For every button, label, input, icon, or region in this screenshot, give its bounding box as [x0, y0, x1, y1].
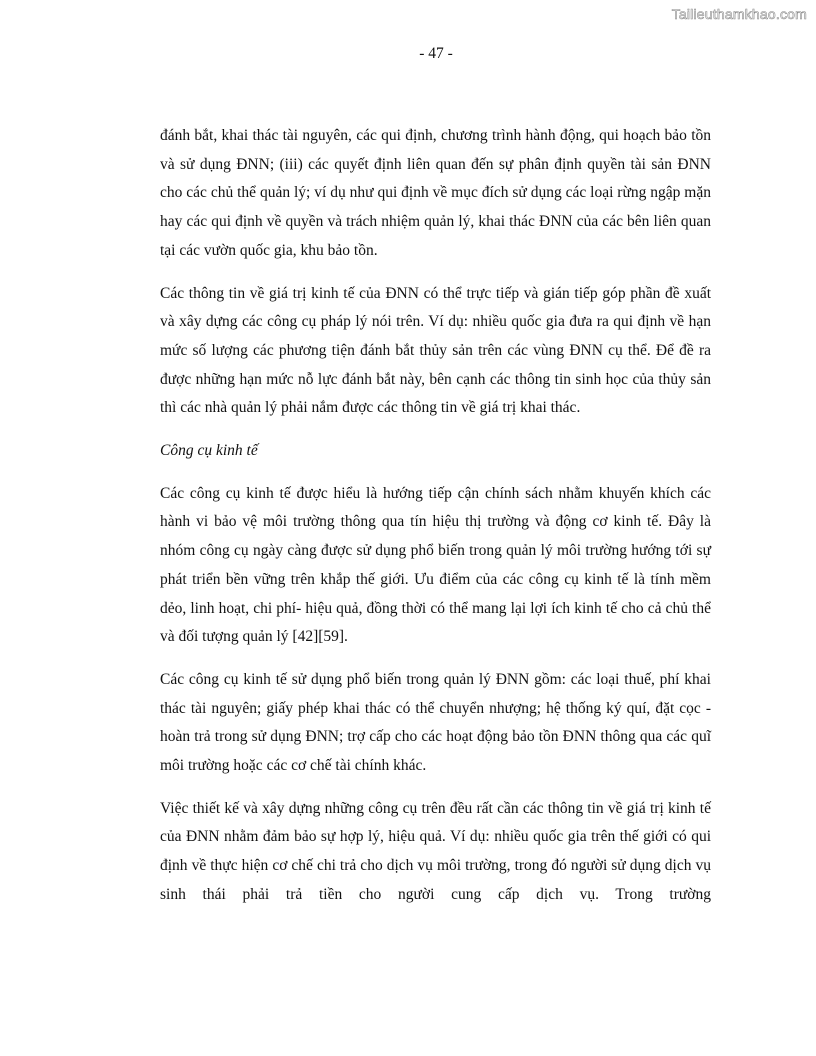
paragraph-1: đánh bắt, khai thác tài nguyên, các qui định, chương trình hành động, qui hoạch bảo tồn và sử dụng ĐNN; (iii) các quyết định liên quan đến sự phân định quyền tài sản ĐNN cho các chủ thể quản lý; ví dụ như qui định về mục đích sử dụng các loại rừng ngập mặn hay các qui định về quyền và trách nhiệm quản lý, khai thác ĐNN của các bên liên quan tại các vườn quốc gia, khu bảo tồn.	[160, 127, 711, 259]
paragraph-5: Việc thiết kế và xây dựng những công cụ trên đều rất cần các thông tin về giá trị kinh tế của ĐNN nhằm đảm bảo sự hợp lý, hiệu quả. Ví dụ: nhiều quốc gia trên thế giới có qui định về thực hiện cơ chế chi trả cho dịch vụ môi trường, trong đó người sử dụng dịch vụ sinh thái phải trả tiền cho người cung cấp dịch vụ. Trong trường	[160, 799, 711, 903]
paragraph-4: Các công cụ kinh tế sử dụng phổ biến trong quản lý ĐNN gồm: các loại thuế, phí khai thác tài nguyên; giấy phép khai thác có thể chuyển nhượng; hệ thống ký quí, đặt cọc - hoàn trả trong sử dụng ĐNN; trợ cấp cho các hoạt động bảo tồn ĐNN thông qua các quĩ môi trường hoặc các cơ chế tài chính khác.	[160, 670, 711, 775]
page-number: - 47 -	[419, 45, 453, 62]
paragraph-3: Các công cụ kinh tế được hiểu là hướng tiếp cận chính sách nhằm khuyến khích các hành vi bảo vệ môi trường thông qua tín hiệu thị trường và động cơ kinh tế. Đây là nhóm công cụ ngày càng được sử dụng phổ biến trong quản lý môi trường hướng tới sự phát triển bền vững trên khắp thế giới. Ưu điểm của các công cụ kinh tế là tính mềm dẻo, linh hoạt, chi phí- hiệu quả, đồng thời có thể mang lại lợi ích kinh tế cho cả chủ thể và đối tượng quản lý [42][59].	[160, 484, 711, 646]
paragraph-2: Các thông tin về giá trị kinh tế của ĐNN có thể trực tiếp và gián tiếp góp phần đề xuất và xây dựng các công cụ pháp lý nói trên. Ví dụ: nhiều quốc gia đưa ra qui định về hạn mức số lượng các phương tiện đánh bắt thủy sản trên các vùng ĐNN cụ thể. Để đề ra được những hạn mức nỗ lực đánh bắt này, bên cạnh các thông tin sinh học của thủy sản thì các nhà quản lý phải nắm được các thông tin về giá trị khai thác.	[160, 284, 711, 417]
document-body	[160, 122, 711, 924]
watermark: Tailieuthamkhao.com	[671, 6, 807, 22]
section-heading: Công cụ kinh tế	[160, 442, 258, 460]
